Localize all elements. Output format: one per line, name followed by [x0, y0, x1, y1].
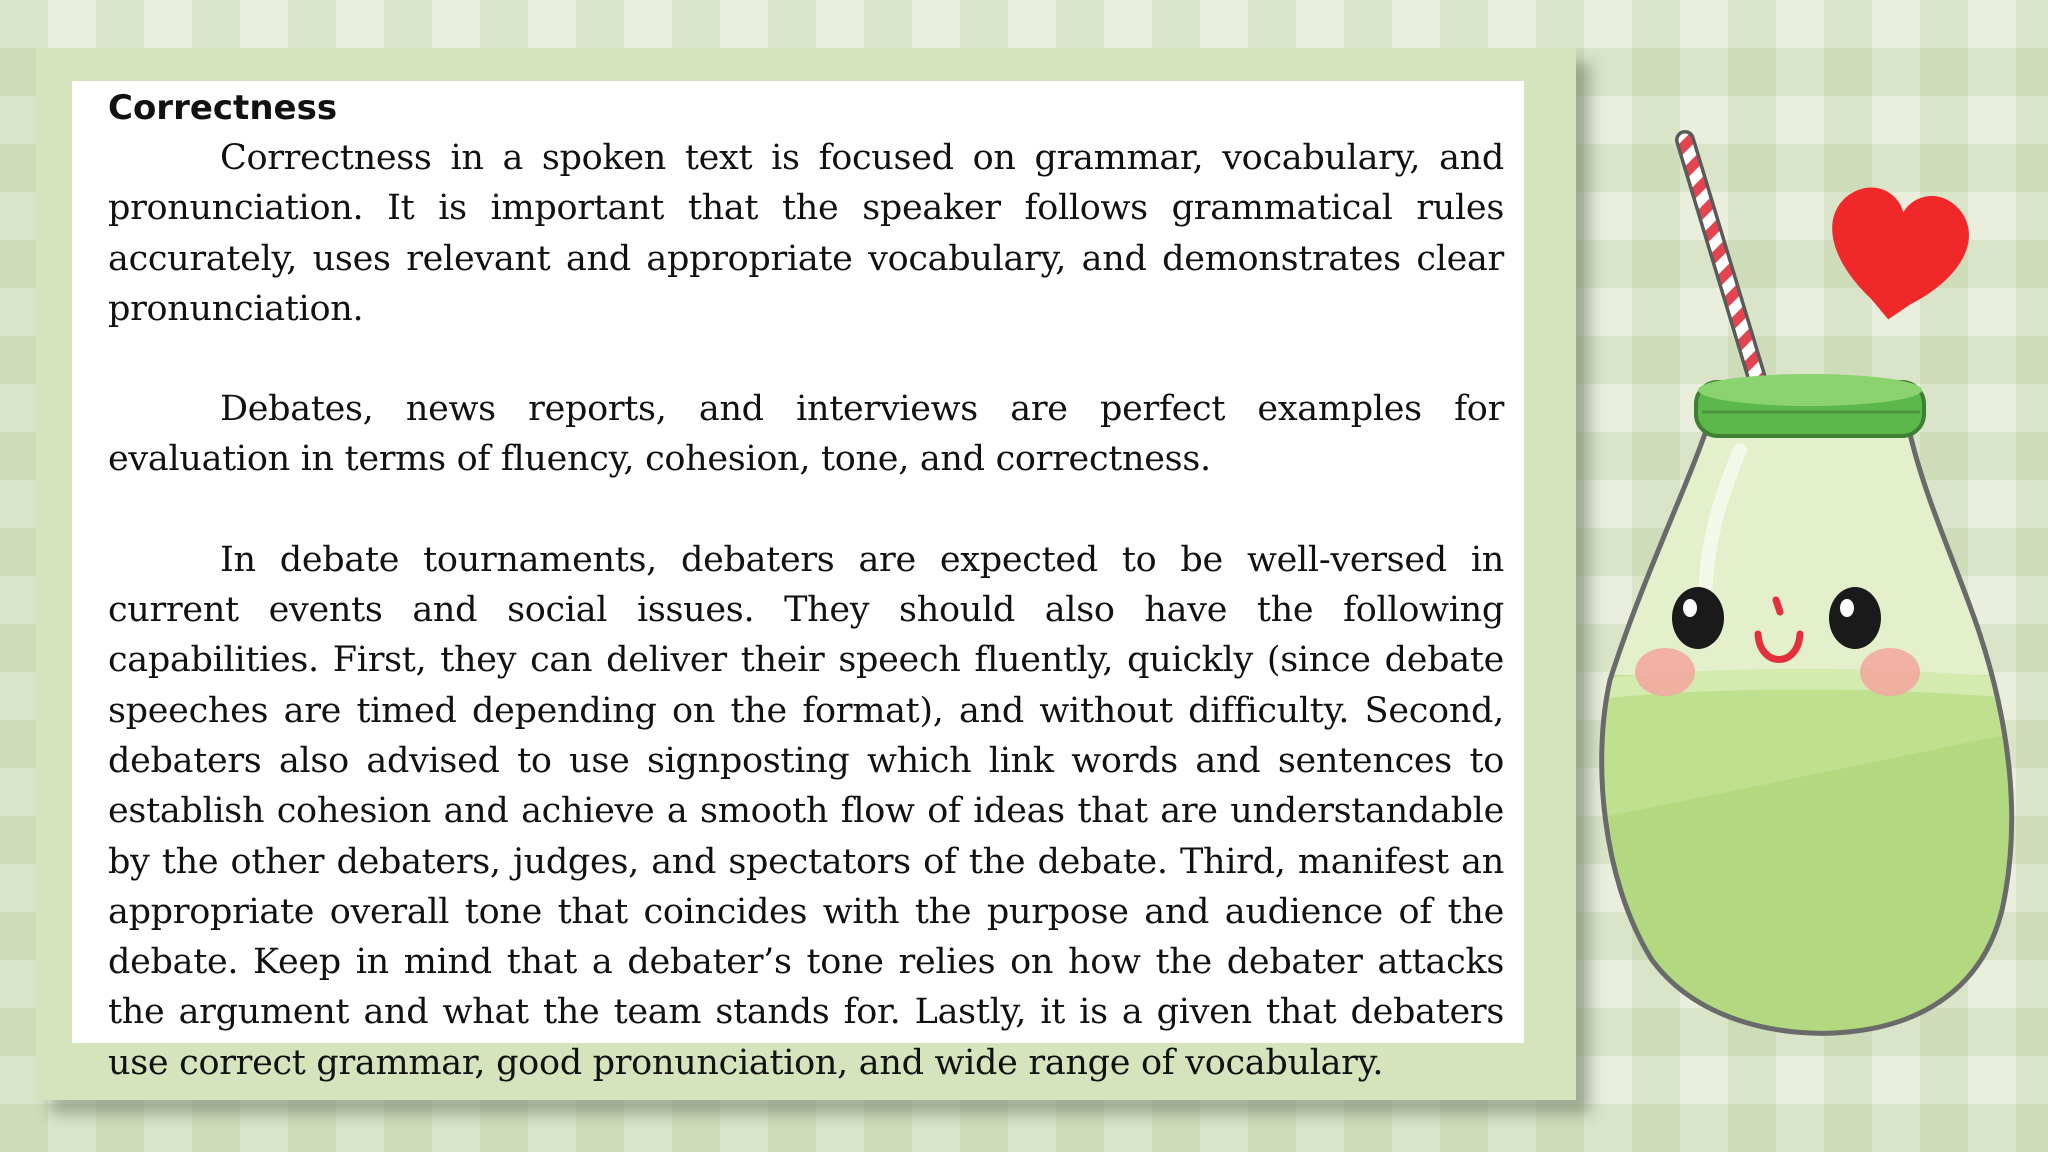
bottle-body	[1590, 425, 2030, 1060]
section-heading: Correctness	[108, 88, 338, 128]
paragraph-examples: Debates, news reports, and interviews are perfect examples for evaluation in terms of fluency, cohesion, tone, and correctness.	[108, 389, 1504, 480]
paragraph-correctness: Correctness in a spoken text is focused on grammar, vocabulary, and pronunciation. It is important that the speaker follows grammatical rules accurately, uses relevant and appropriate vocabulary, and demonstrates clear pronunciation.	[108, 138, 1504, 329]
straw-graphic	[1685, 140, 1765, 405]
paragraph-debate: In debate tournaments, debaters are expected to be well-versed in current events and social issues. They should also have the following capabilities. First, they can deliver their speech fluently, quickly (since debate speeches are timed depending on the format), and without difficulty. Second, debaters also advised to use signposting which link words and sentences to establish cohesion and achieve a smooth flow of ideas that are understandable by the other debaters, judges, and spectators of the debate. Third, manifest an appropriate overall tone that coincides with the purpose and audience of the debate. Keep in mind that a debater’s tone relies on how the debater attacks the argument and what the team stands for. Lastly, it is a given that debaters use correct grammar, good pronunciation, and wide range of vocabulary.	[108, 539, 1504, 1083]
document-content	[108, 83, 1504, 1088]
milk-bottle-mascot	[1590, 120, 2030, 1060]
bottle-cap	[1696, 374, 1924, 436]
document-page	[72, 81, 1524, 1083]
heart-icon	[1820, 183, 1974, 329]
